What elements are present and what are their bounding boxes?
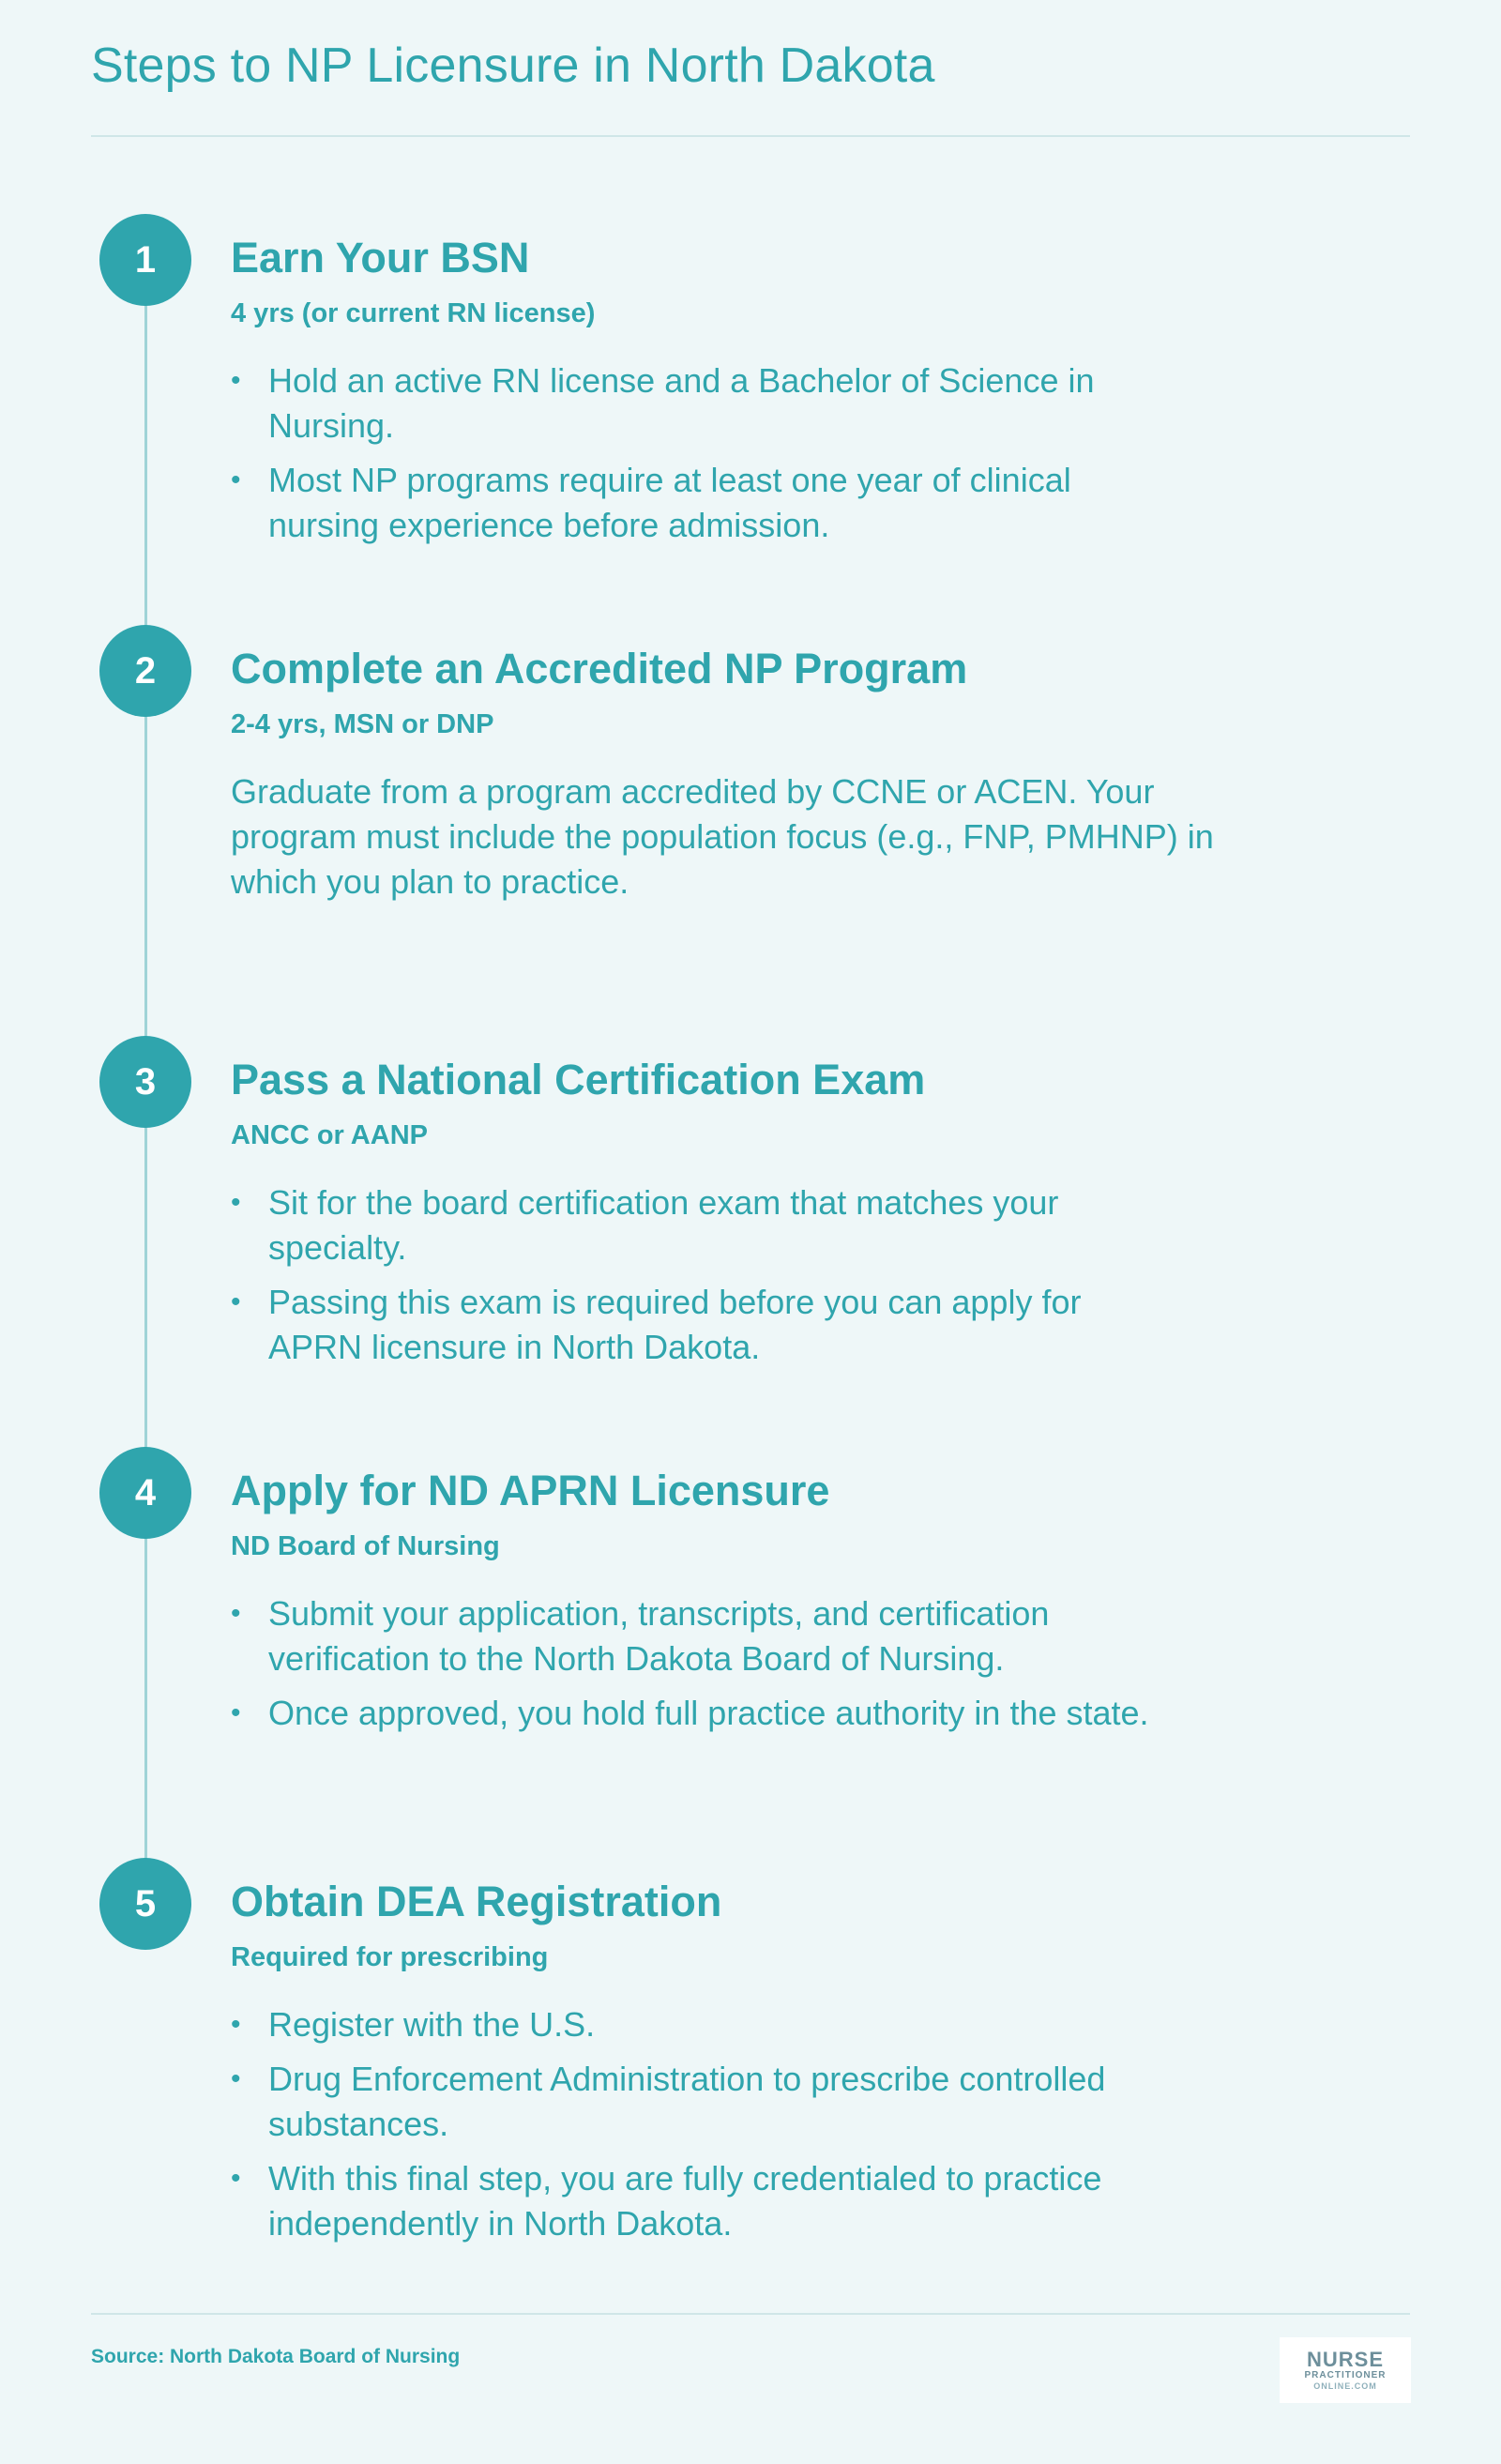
list-item: • With this final step, you are fully credentialed to practice independently in North Dakota. xyxy=(231,2156,1178,2246)
step-bullet-list xyxy=(231,358,1178,548)
step-number-badge: 2 xyxy=(99,625,191,717)
step-subtitle: 2-4 yrs, MSN or DNP xyxy=(231,709,494,739)
step-content xyxy=(231,1036,1244,1379)
list-item: • Passing this exam is required before you can apply for APRN licensure in North Dakota. xyxy=(231,1280,1178,1370)
list-item: • Drug Enforcement Administration to prescribe controlled substances. xyxy=(231,2057,1178,2147)
page-title: Steps to NP Licensure in North Dakota xyxy=(91,38,935,93)
logo-text-sub: PRACTITIONER xyxy=(1304,2369,1387,2380)
step-number-badge: 3 xyxy=(99,1036,191,1128)
step-title: Complete an Accredited NP Program xyxy=(231,645,968,692)
step-bullet-list xyxy=(231,1591,1178,1736)
step-number-badge: 5 xyxy=(99,1858,191,1950)
list-item: • Sit for the board certification exam that matches your specialty. xyxy=(231,1180,1178,1270)
step-title: Pass a National Certification Exam xyxy=(231,1056,926,1103)
step-bullet-list xyxy=(231,2002,1178,2246)
list-item: • Most NP programs require at least one year of clinical nursing experience before admission. xyxy=(231,458,1178,548)
logo-text-main: NURSE xyxy=(1306,2347,1384,2371)
step-subtitle: ANCC or AANP xyxy=(231,1120,428,1150)
step-paragraph: Graduate from a program accredited by CCNE or ACEN. Your program must include the population focus (e.g., FNP, PMHNP) in which you plan to practice. xyxy=(231,772,1214,901)
step-number-badge: 1 xyxy=(99,214,191,306)
step-content xyxy=(231,1858,1244,2256)
logo-text-domain: ONLINE.COM xyxy=(1313,2380,1377,2391)
list-item: • Once approved, you hold full practice authority in the state. xyxy=(231,1691,1178,1736)
step-subtitle: 4 yrs (or current RN license) xyxy=(231,298,596,328)
step-number-badge: 4 xyxy=(99,1447,191,1539)
bottom-divider xyxy=(91,2313,1410,2315)
step-bullet-list xyxy=(231,1180,1178,1370)
step-subtitle: ND Board of Nursing xyxy=(231,1531,500,1561)
step-subtitle: Required for prescribing xyxy=(231,1942,549,1972)
list-item: • Submit your application, transcripts, and certification verification to the North Dakota Board of Nursing. xyxy=(231,1591,1178,1681)
list-item: • Register with the U.S. xyxy=(231,2002,1178,2047)
step-content xyxy=(231,214,1244,557)
source-credit: Source: North Dakota Board of Nursing xyxy=(91,2346,461,2367)
step-title: Earn Your BSN xyxy=(231,234,530,281)
step-content xyxy=(231,625,1244,905)
step-title: Apply for ND APRN Licensure xyxy=(231,1467,830,1514)
top-divider xyxy=(91,135,1410,137)
step-title: Obtain DEA Registration xyxy=(231,1878,722,1925)
nurse-practitioner-online-logo xyxy=(1280,2337,1411,2403)
list-item: • Hold an active RN license and a Bachelor of Science in Nursing. xyxy=(231,358,1178,449)
step-content xyxy=(231,1447,1244,1745)
